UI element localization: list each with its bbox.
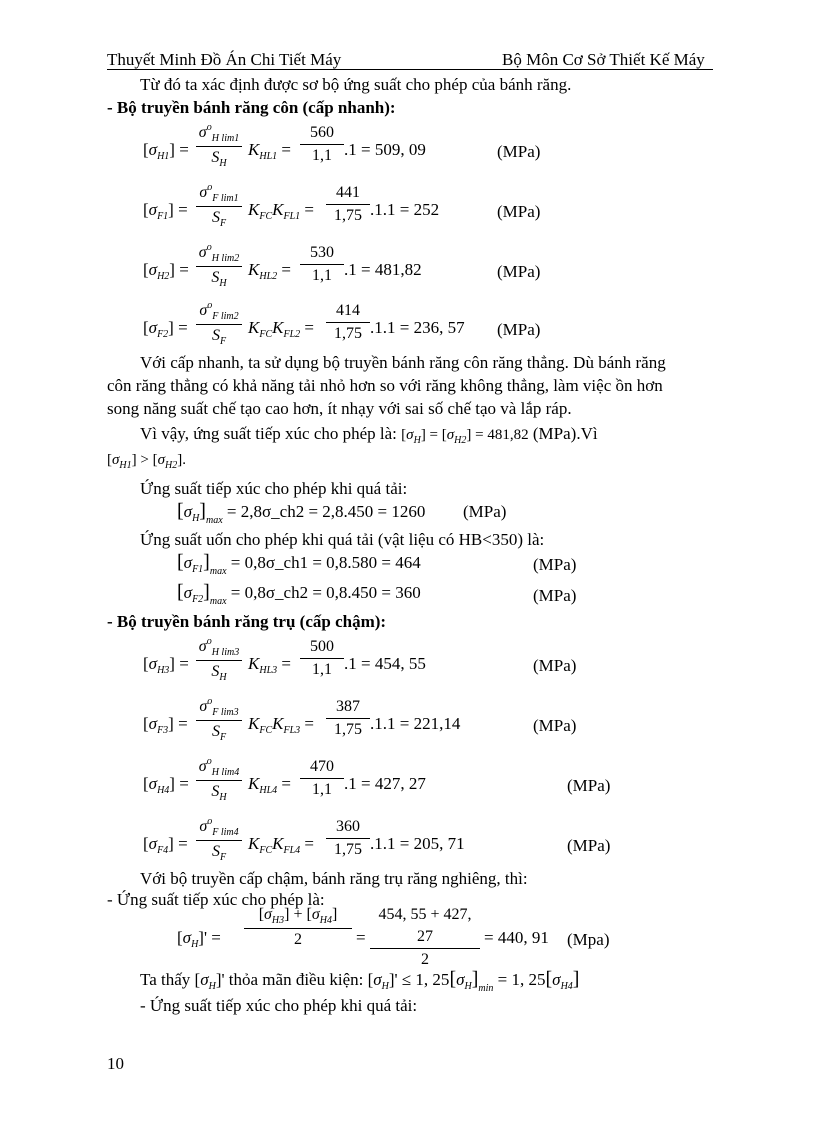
factor-k: $K_{FC}K_{FL2}$ =	[248, 318, 314, 340]
overload-bend2-value: = 0,8σ_ch2 = 0,8.450 = 360	[230, 583, 421, 602]
factor-k: $K_{HL4}$ =	[248, 774, 291, 796]
paragraph1-line3: song năng suất chế tạo cao hơn, ít nhạy với sai số chế tạo và lắp ráp.	[107, 399, 572, 418]
equation-lhs: $[\sigma_{H3}]$ =	[143, 654, 189, 676]
avg-num-numeric: 454, 55 + 427, 27	[370, 904, 480, 949]
section2-title: - Bộ truyền bánh răng trụ (cấp chậm):	[107, 612, 387, 631]
numeric-fraction: $\frac{441}{1,75}$	[326, 182, 370, 227]
slow-stage-line: Với bộ truyền cấp chậm, bánh răng trụ răng nghiêng, thì:	[140, 869, 528, 888]
unit-label: (MPa)	[533, 716, 577, 735]
unit-label: (MPa)	[497, 262, 541, 281]
equation-result: .1.1 = 236, 57	[370, 318, 465, 337]
factor-k: $K_{FC}K_{FL4}$ =	[248, 834, 314, 856]
numeric-fraction: $\frac{560}{1,1}$	[300, 122, 344, 167]
contact-stress-line	[140, 424, 598, 444]
unit-label: (MPa)	[533, 656, 577, 675]
avg-unit: (Mpa)	[567, 930, 610, 949]
unit-label: (MPa)	[497, 142, 541, 161]
equation-result: .1 = 481,82	[344, 260, 422, 279]
equation-result: .1 = 509, 09	[344, 140, 426, 159]
overload-bend2-unit: (MPa)	[533, 586, 577, 605]
header-left-title: Thuyết Minh Đồ Án Chi Tiết Máy	[107, 50, 342, 69]
factor-k: $K_{HL1}$ =	[248, 140, 291, 162]
numeric-fraction: $\frac{414}{1,75}$	[326, 300, 370, 345]
equation-result: .1.1 = 221,14	[370, 714, 461, 733]
header-rule	[107, 69, 713, 70]
equation-result: .1 = 454, 55	[344, 654, 426, 673]
equation-result: .1.1 = 252	[370, 200, 440, 219]
equation-lhs: $[\sigma_{H4}]$ =	[143, 774, 189, 796]
overload-bend-title: Ứng suất uốn cho phép khi quá tải (vật liệu có HB<350) là:	[140, 530, 545, 549]
page-number: 10	[107, 1054, 124, 1073]
header-right-title: Bộ Môn Cơ Sở Thiết Kế Máy	[502, 50, 705, 69]
numeric-fraction: $\frac{530}{1,1}$	[300, 242, 344, 287]
numeric-fraction: $\frac{500}{1,1}$	[300, 636, 344, 681]
contact-stress-label: Vì vậy, ứng suất tiếp xúc cho phép là:	[140, 424, 397, 443]
unit-label: (MPa)	[567, 836, 611, 855]
intro-text: Từ đó ta xác định được sơ bộ ứng suất cho phép của bánh răng.	[140, 75, 572, 94]
equation-lhs: $[\sigma_{F4}]$ =	[143, 834, 188, 856]
compare-line: $[\sigma_{H1}] > [\sigma_{H2}]$.	[107, 452, 186, 471]
unit-label: (MPa)	[497, 202, 541, 221]
overload-contact-value: = 2,8σ_ch2 = 2,8.450 = 1260	[226, 502, 426, 521]
numeric-fraction: $\frac{470}{1,1}$	[300, 756, 344, 801]
equation-lhs: $[\sigma_{F1}]$ =	[143, 200, 188, 222]
equation-lhs: $[\sigma_{H1}]$ =	[143, 140, 189, 162]
equation-result: .1 = 427, 27	[344, 774, 426, 793]
overload-contact-eq: $[\sigma_H]_{max}$ = 2,8σ_ch2 = 2,8.450 = 1260	[177, 500, 426, 526]
numeric-fraction: $\frac{360}{1,75}$	[326, 816, 370, 861]
limit-stress-fraction: $\sigma^o_{F lim4}$ $S_F$	[196, 816, 242, 865]
numeric-fraction: $\frac{387}{1,75}$	[326, 696, 370, 741]
limit-stress-fraction: $\sigma^o_{H lim1}$ $S_H$	[196, 122, 242, 171]
factor-k: $K_{FC}K_{FL3}$ =	[248, 714, 314, 736]
avg-result: = 440, 91	[484, 928, 549, 947]
unit-label: (MPa)	[497, 320, 541, 339]
avg-eq-sign: =	[356, 928, 366, 947]
factor-k: $K_{HL3}$ =	[248, 654, 291, 676]
avg-den-1: 2	[294, 931, 302, 948]
equation-result: .1.1 = 205, 71	[370, 834, 465, 853]
equation-lhs: $[\sigma_{F3}]$ =	[143, 714, 188, 736]
overload-contact-unit: (MPa)	[463, 502, 507, 521]
condition-line: Ta thấy $[\sigma_H]'$ thỏa mãn điều kiện: $[\sigma_H]' \le 1$, $25[\sigma_H]_{min} = 1$, $25[\sigma_{H4}]$	[140, 968, 580, 994]
limit-stress-fraction: $\sigma^o_{F lim3}$ $S_F$	[196, 696, 242, 745]
section1-title: - Bộ truyền bánh răng côn (cấp nhanh):	[107, 98, 396, 117]
paragraph1-line1: Với cấp nhanh, ta sử dụng bộ truyền bánh răng côn răng thẳng. Dù bánh răng	[140, 353, 666, 372]
last-line: - Ứng suất tiếp xúc cho phép khi quá tải:	[140, 996, 418, 1015]
slow-contact-title: - Ứng suất tiếp xúc cho phép là:	[107, 890, 325, 909]
avg-lhs: $[\sigma_H]'$ =	[177, 928, 221, 950]
contact-stress-eq: $[\sigma_H] = [\sigma_{H2}] = 481,82$	[401, 427, 529, 446]
overload-bend1-unit: (MPa)	[533, 555, 577, 574]
factor-k: $K_{HL2}$ =	[248, 260, 291, 282]
limit-stress-fraction: $\sigma^o_{H lim3}$ $S_H$	[196, 636, 242, 685]
overload-bend-eq1: $[\sigma_{F1}]_{max}$ = 0,8σ_ch1 = 0,8.580 = 464	[177, 551, 421, 577]
overload-contact-title: Ứng suất tiếp xúc cho phép khi quá tải:	[140, 479, 408, 498]
equation-lhs: $[\sigma_{H2}]$ =	[143, 260, 189, 282]
paragraph1-line2: côn răng thẳng có khả năng tải nhỏ hơn so với răng không thẳng, làm việc ồn hơn	[107, 376, 663, 395]
overload-bend-eq2: $[\sigma_{F2}]_{max}$ = 0,8σ_ch2 = 0,8.450 = 360	[177, 581, 421, 607]
contact-stress-tail: (MPa).Vì	[532, 424, 598, 443]
equation-lhs: $[\sigma_{F2}]$ =	[143, 318, 188, 340]
limit-stress-fraction: $\sigma^o_{F lim2}$ $S_F$	[196, 300, 242, 349]
limit-stress-fraction: $\sigma^o_{F lim1}$ $S_F$	[196, 182, 242, 231]
avg-fraction-numeric	[370, 904, 480, 971]
avg-den-2: 2	[421, 951, 429, 968]
overload-bend1-value: = 0,8σ_ch1 = 0,8.580 = 464	[230, 553, 421, 572]
factor-k: $K_{FC}K_{FL1}$ =	[248, 200, 314, 222]
limit-stress-fraction: $\sigma^o_{H lim4}$ $S_H$	[196, 756, 242, 805]
avg-fraction-symbolic: $\frac{[\sigma_{H3}] + [\sigma_{H4}]}{2}$	[244, 904, 352, 951]
limit-stress-fraction: $\sigma^o_{H lim2}$ $S_H$	[196, 242, 242, 291]
unit-label: (MPa)	[567, 776, 611, 795]
